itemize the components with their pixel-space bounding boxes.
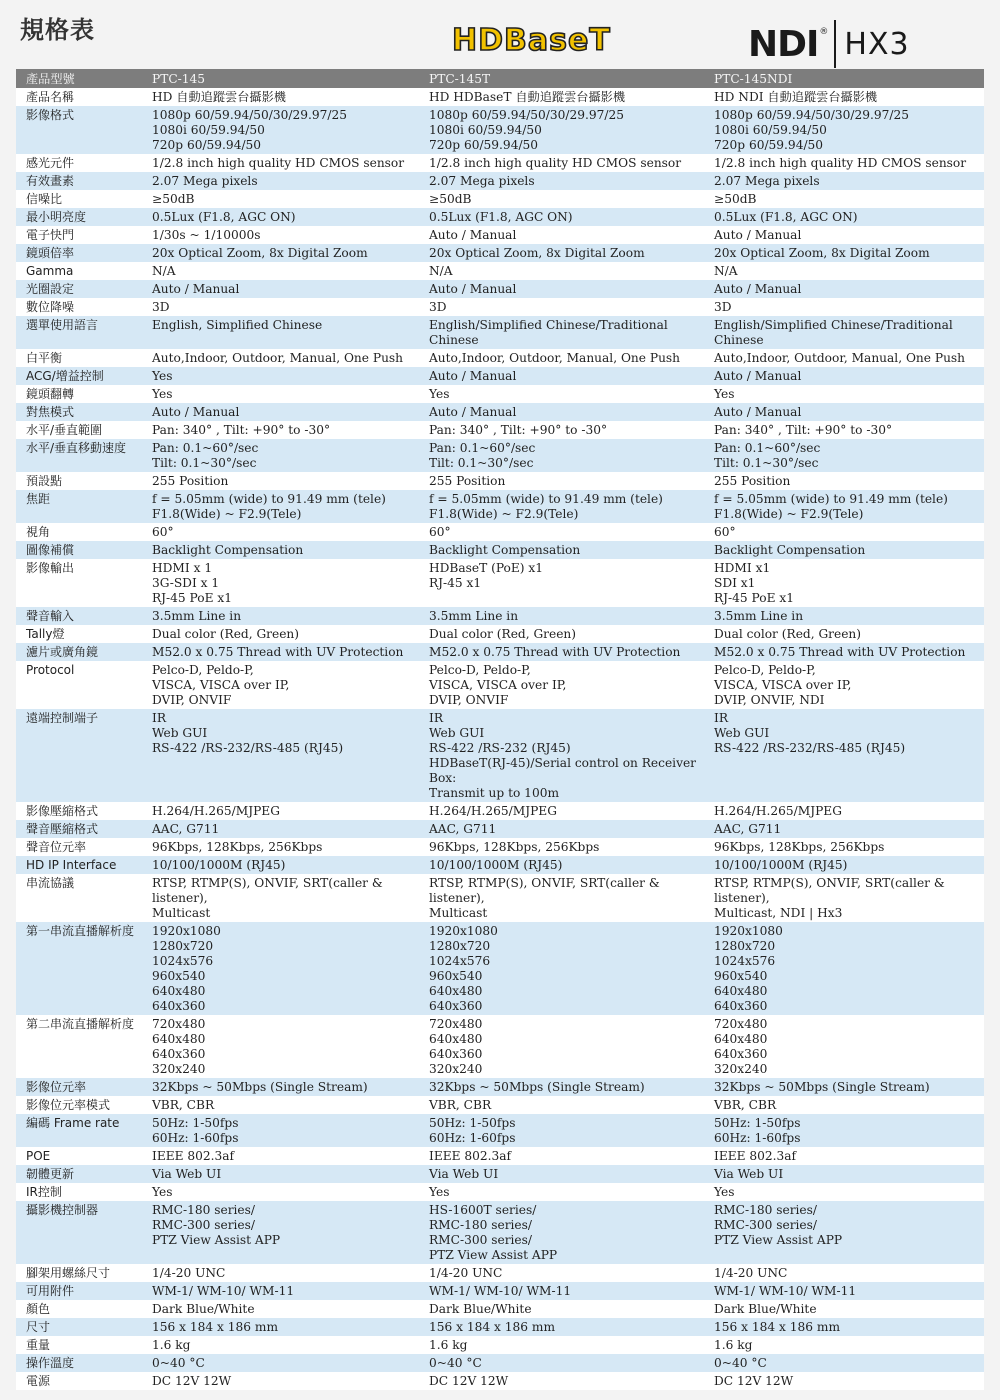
table-row <box>16 421 984 439</box>
ptc-145t-value: Pan: 0.1~60°/sec Tilt: 0.1~30°/sec <box>419 439 704 472</box>
spec-label: 第二串流直播解析度 <box>16 1015 142 1078</box>
ptc-145ndi-value: 1.6 kg <box>704 1336 984 1354</box>
ptc-145ndi-value: 255 Position <box>704 472 984 490</box>
spec-label: 產品名稱 <box>16 88 142 106</box>
ptc-145ndi-value: 20x Optical Zoom, 8x Digital Zoom <box>704 244 984 262</box>
spec-label: 聲音壓縮格式 <box>16 820 142 838</box>
ptc-145-value: Auto,Indoor, Outdoor, Manual, One Push <box>142 349 419 367</box>
ndi-logo-text: NDI <box>748 23 819 65</box>
ptc-145-value: 10/100/1000M (RJ45) <box>142 856 419 874</box>
spec-label: 光圈設定 <box>16 280 142 298</box>
ptc-145ndi-value: IR Web GUI RS-422 /RS-232/RS-485 (RJ45) <box>704 709 984 802</box>
table-row <box>16 709 984 802</box>
ptc-145ndi-value: Auto / Manual <box>704 280 984 298</box>
spec-label: 圖像補償 <box>16 541 142 559</box>
spec-label: 信噪比 <box>16 190 142 208</box>
table-row <box>16 1354 984 1372</box>
spec-label: 聲音輸入 <box>16 607 142 625</box>
table-row <box>16 1372 984 1390</box>
ptc-145t-value: Auto / Manual <box>419 403 704 421</box>
ptc-145-value: 720x480 640x480 640x360 320x240 <box>142 1015 419 1078</box>
hdbaset-logo-text: HDBaseT <box>452 23 611 58</box>
ptc-145ndi-value: 32Kbps ~ 50Mbps (Single Stream) <box>704 1078 984 1096</box>
ptc-145-value: 0~40 °C <box>142 1354 419 1372</box>
spec-label: 影像位元率模式 <box>16 1096 142 1114</box>
ptc-145-value: 50Hz: 1-50fps 60Hz: 1-60fps <box>142 1114 419 1147</box>
ptc-145t-value: Dual color (Red, Green) <box>419 625 704 643</box>
ptc-145t-value: 1080p 60/59.94/50/30/29.97/25 1080i 60/59.94/50 720p 60/59.94/50 <box>419 106 704 154</box>
spec-label: 選單使用語言 <box>16 316 142 349</box>
ptc-145ndi-value: Via Web UI <box>704 1165 984 1183</box>
hdbaset-logo <box>452 24 628 58</box>
ptc-145ndi-value: Pan: 0.1~60°/sec Tilt: 0.1~30°/sec <box>704 439 984 472</box>
ptc-145-value: Dark Blue/White <box>142 1300 419 1318</box>
ptc-145t-value: 1/4-20 UNC <box>419 1264 704 1282</box>
ptc-145t-value: HDBaseT (PoE) x1 RJ-45 x1 <box>419 559 704 607</box>
ptc-145t-value: AAC, G711 <box>419 820 704 838</box>
ptc-145t-value: Yes <box>419 1183 704 1201</box>
ptc-145t-value: HD HDBaseT 自動追蹤雲台攝影機 <box>419 88 704 106</box>
ptc-145-value: 2.07 Mega pixels <box>142 172 419 190</box>
spec-label: 重量 <box>16 1336 142 1354</box>
ptc-145t-value: 32Kbps ~ 50Mbps (Single Stream) <box>419 1078 704 1096</box>
ptc-145-value: ≥50dB <box>142 190 419 208</box>
ptc-145-value: AAC, G711 <box>142 820 419 838</box>
spec-label: Gamma <box>16 262 142 280</box>
ptc-145ndi-value: IEEE 802.3af <box>704 1147 984 1165</box>
table-row <box>16 1114 984 1147</box>
hx3-logo-text: HX3 <box>844 26 910 62</box>
ptc-145t-value: 720x480 640x480 640x360 320x240 <box>419 1015 704 1078</box>
ndi-hx3-logo <box>748 18 910 70</box>
spec-label: 影像格式 <box>16 106 142 154</box>
ptc-145ndi-value: RTSP, RTMP(S), ONVIF, SRT(caller & listener), Multicast, NDI | Hx3 <box>704 874 984 922</box>
table-row <box>16 349 984 367</box>
ptc-145-value: Pan: 0.1~60°/sec Tilt: 0.1~30°/sec <box>142 439 419 472</box>
ptc-145ndi-value: Dual color (Red, Green) <box>704 625 984 643</box>
table-row <box>16 106 984 154</box>
spec-label: 聲音位元率 <box>16 838 142 856</box>
ptc-145t-value: 1/2.8 inch high quality HD CMOS sensor <box>419 154 704 172</box>
ptc-145t-value: Auto,Indoor, Outdoor, Manual, One Push <box>419 349 704 367</box>
spec-table <box>16 69 984 1390</box>
ptc-145-value: 1/30s ~ 1/10000s <box>142 226 419 244</box>
ptc-145-value: 60° <box>142 523 419 541</box>
ptc-145-value: 1920x1080 1280x720 1024x576 960x540 640x480 640x360 <box>142 922 419 1015</box>
table-row <box>16 244 984 262</box>
header-ptc-145t: PTC-145T <box>419 69 704 88</box>
table-row <box>16 922 984 1015</box>
table-row <box>16 1318 984 1336</box>
ptc-145ndi-value: HDMI x1 SDI x1 RJ-45 PoE x1 <box>704 559 984 607</box>
table-row <box>16 625 984 643</box>
ptc-145t-value: VBR, CBR <box>419 1096 704 1114</box>
ptc-145ndi-value: 0~40 °C <box>704 1354 984 1372</box>
ptc-145t-value: Pan: 340° , Tilt: +90° to -30° <box>419 421 704 439</box>
ptc-145t-value: IEEE 802.3af <box>419 1147 704 1165</box>
ptc-145-value: Pan: 340° , Tilt: +90° to -30° <box>142 421 419 439</box>
table-row <box>16 88 984 106</box>
ptc-145-value: Dual color (Red, Green) <box>142 625 419 643</box>
ptc-145t-value: Via Web UI <box>419 1165 704 1183</box>
ptc-145t-value: DC 12V 12W <box>419 1372 704 1390</box>
logo-divider <box>834 20 836 68</box>
ptc-145-value: Yes <box>142 1183 419 1201</box>
table-row <box>16 820 984 838</box>
ptc-145-value: 3D <box>142 298 419 316</box>
spec-label: 視角 <box>16 523 142 541</box>
ptc-145t-value: Auto / Manual <box>419 226 704 244</box>
ptc-145ndi-value: 1920x1080 1280x720 1024x576 960x540 640x480 640x360 <box>704 922 984 1015</box>
spec-label: POE <box>16 1147 142 1165</box>
ptc-145t-value: M52.0 x 0.75 Thread with UV Protection <box>419 643 704 661</box>
ptc-145t-value: 2.07 Mega pixels <box>419 172 704 190</box>
table-row <box>16 856 984 874</box>
table-row <box>16 1336 984 1354</box>
spec-label: 濾片或廣角鏡 <box>16 643 142 661</box>
ptc-145ndi-value: DC 12V 12W <box>704 1372 984 1390</box>
table-row <box>16 154 984 172</box>
table-row <box>16 1147 984 1165</box>
table-row <box>16 874 984 922</box>
ptc-145ndi-value: 3D <box>704 298 984 316</box>
ptc-145-value: 1.6 kg <box>142 1336 419 1354</box>
spec-label: Tally燈 <box>16 625 142 643</box>
ptc-145ndi-value: RMC-180 series/ RMC-300 series/ PTZ View Assist APP <box>704 1201 984 1264</box>
header-model-label: 產品型號 <box>16 69 142 88</box>
ptc-145ndi-value: 720x480 640x480 640x360 320x240 <box>704 1015 984 1078</box>
ptc-145t-value: 20x Optical Zoom, 8x Digital Zoom <box>419 244 704 262</box>
ptc-145ndi-value: Auto / Manual <box>704 403 984 421</box>
ptc-145-value: 20x Optical Zoom, 8x Digital Zoom <box>142 244 419 262</box>
table-row <box>16 280 984 298</box>
ptc-145t-value: WM-1/ WM-10/ WM-11 <box>419 1282 704 1300</box>
spec-label: IR控制 <box>16 1183 142 1201</box>
spec-label: 對焦模式 <box>16 403 142 421</box>
ptc-145ndi-value: 1/2.8 inch high quality HD CMOS sensor <box>704 154 984 172</box>
ptc-145-value: f = 5.05mm (wide) to 91.49 mm (tele) F1.8(Wide) ~ F2.9(Tele) <box>142 490 419 523</box>
ptc-145t-value: Auto / Manual <box>419 367 704 385</box>
table-row <box>16 541 984 559</box>
ptc-145ndi-value: VBR, CBR <box>704 1096 984 1114</box>
table-row <box>16 661 984 709</box>
ptc-145t-value: Yes <box>419 385 704 403</box>
ptc-145t-value: f = 5.05mm (wide) to 91.49 mm (tele) F1.8(Wide) ~ F2.9(Tele) <box>419 490 704 523</box>
spec-label: 感光元件 <box>16 154 142 172</box>
header-ptc-145: PTC-145 <box>142 69 419 88</box>
ptc-145ndi-value: Dark Blue/White <box>704 1300 984 1318</box>
spec-label: 影像輸出 <box>16 559 142 607</box>
ptc-145-value: Auto / Manual <box>142 280 419 298</box>
ptc-145ndi-value: Auto / Manual <box>704 226 984 244</box>
table-row <box>16 1015 984 1078</box>
ptc-145-value: 1/4-20 UNC <box>142 1264 419 1282</box>
ptc-145-value: WM-1/ WM-10/ WM-11 <box>142 1282 419 1300</box>
ptc-145t-value: N/A <box>419 262 704 280</box>
spec-label: Protocol <box>16 661 142 709</box>
spec-label: 水平/垂直移動速度 <box>16 439 142 472</box>
ptc-145t-value: IR Web GUI RS-422 /RS-232 (RJ45) HDBaseT(RJ-45)/Serial control on Receiver Box: Transmit up to 100m <box>419 709 704 802</box>
ptc-145ndi-value: 3.5mm Line in <box>704 607 984 625</box>
ptc-145ndi-value: 156 x 184 x 186 mm <box>704 1318 984 1336</box>
ptc-145t-value: 96Kbps, 128Kbps, 256Kbps <box>419 838 704 856</box>
ptc-145-value: Yes <box>142 367 419 385</box>
ptc-145ndi-value: N/A <box>704 262 984 280</box>
header-ptc-145ndi: PTC-145NDI <box>704 69 984 88</box>
table-row <box>16 1201 984 1264</box>
ptc-145-value: Yes <box>142 385 419 403</box>
table-row <box>16 298 984 316</box>
table-row <box>16 523 984 541</box>
ptc-145-value: 32Kbps ~ 50Mbps (Single Stream) <box>142 1078 419 1096</box>
ptc-145ndi-value: HD NDI 自動追蹤雲台攝影機 <box>704 88 984 106</box>
ptc-145ndi-value: ≥50dB <box>704 190 984 208</box>
table-row <box>16 1300 984 1318</box>
ptc-145ndi-value: 50Hz: 1-50fps 60Hz: 1-60fps <box>704 1114 984 1147</box>
ptc-145t-value: H.264/H.265/MJPEG <box>419 802 704 820</box>
ptc-145ndi-value: M52.0 x 0.75 Thread with UV Protection <box>704 643 984 661</box>
ptc-145t-value: 1920x1080 1280x720 1024x576 960x540 640x480 640x360 <box>419 922 704 1015</box>
table-row <box>16 643 984 661</box>
ptc-145ndi-value: H.264/H.265/MJPEG <box>704 802 984 820</box>
ptc-145ndi-value: 1/4-20 UNC <box>704 1264 984 1282</box>
ptc-145ndi-value: Pelco-D, Peldo-P, VISCA, VISCA over IP, DVIP, ONVIF, NDI <box>704 661 984 709</box>
table-row <box>16 172 984 190</box>
ptc-145t-value: Backlight Compensation <box>419 541 704 559</box>
ptc-145-value: IEEE 802.3af <box>142 1147 419 1165</box>
table-row <box>16 316 984 349</box>
ptc-145ndi-value: 60° <box>704 523 984 541</box>
table-row <box>16 190 984 208</box>
spec-label: 影像壓縮格式 <box>16 802 142 820</box>
ptc-145-value: Pelco-D, Peldo-P, VISCA, VISCA over IP, DVIP, ONVIF <box>142 661 419 709</box>
table-row <box>16 838 984 856</box>
table-row <box>16 490 984 523</box>
spec-label: 串流協議 <box>16 874 142 922</box>
ptc-145t-value: Pelco-D, Peldo-P, VISCA, VISCA over IP, DVIP, ONVIF <box>419 661 704 709</box>
ptc-145-value: IR Web GUI RS-422 /RS-232/RS-485 (RJ45) <box>142 709 419 802</box>
ptc-145t-value: Auto / Manual <box>419 280 704 298</box>
ptc-145ndi-value: Auto / Manual <box>704 367 984 385</box>
ptc-145ndi-value: English/Simplified Chinese/Traditional Chinese <box>704 316 984 349</box>
ptc-145t-value: 10/100/1000M (RJ45) <box>419 856 704 874</box>
ptc-145-value: 3.5mm Line in <box>142 607 419 625</box>
spec-label: HD IP Interface <box>16 856 142 874</box>
spec-label: 第一串流直播解析度 <box>16 922 142 1015</box>
ptc-145t-value: English/Simplified Chinese/Traditional Chinese <box>419 316 704 349</box>
ptc-145-value: H.264/H.265/MJPEG <box>142 802 419 820</box>
ptc-145-value: N/A <box>142 262 419 280</box>
spec-label: 腳架用螺絲尺寸 <box>16 1264 142 1282</box>
table-row <box>16 472 984 490</box>
page-title: 規格表 <box>20 16 95 44</box>
spec-label: 可用附件 <box>16 1282 142 1300</box>
table-row <box>16 1165 984 1183</box>
spec-label: 尺寸 <box>16 1318 142 1336</box>
ptc-145-value: VBR, CBR <box>142 1096 419 1114</box>
spec-label: 最小明亮度 <box>16 208 142 226</box>
spec-label: 攝影機控制器 <box>16 1201 142 1264</box>
spec-label: 鏡頭翻轉 <box>16 385 142 403</box>
spec-label: 焦距 <box>16 490 142 523</box>
ptc-145ndi-value: WM-1/ WM-10/ WM-11 <box>704 1282 984 1300</box>
ptc-145-value: RTSP, RTMP(S), ONVIF, SRT(caller & listener), Multicast <box>142 874 419 922</box>
ptc-145ndi-value: Auto,Indoor, Outdoor, Manual, One Push <box>704 349 984 367</box>
registered-mark: ® <box>819 27 829 37</box>
spec-label: 有效畫素 <box>16 172 142 190</box>
table-row <box>16 385 984 403</box>
table-row <box>16 367 984 385</box>
ptc-145-value: Auto / Manual <box>142 403 419 421</box>
ptc-145-value: M52.0 x 0.75 Thread with UV Protection <box>142 643 419 661</box>
spec-label: 電子快門 <box>16 226 142 244</box>
spec-label: 韌體更新 <box>16 1165 142 1183</box>
table-row <box>16 262 984 280</box>
ptc-145ndi-value: Backlight Compensation <box>704 541 984 559</box>
ptc-145ndi-value: AAC, G711 <box>704 820 984 838</box>
ptc-145-value: 156 x 184 x 186 mm <box>142 1318 419 1336</box>
ptc-145ndi-value: 2.07 Mega pixels <box>704 172 984 190</box>
spec-label: ACG/增益控制 <box>16 367 142 385</box>
spec-label: 預設點 <box>16 472 142 490</box>
spec-label: 數位降噪 <box>16 298 142 316</box>
ptc-145-value: Via Web UI <box>142 1165 419 1183</box>
ptc-145ndi-value: Pan: 340° , Tilt: +90° to -30° <box>704 421 984 439</box>
table-row <box>16 559 984 607</box>
spec-label: 影像位元率 <box>16 1078 142 1096</box>
table-row <box>16 439 984 472</box>
spec-label: 顏色 <box>16 1300 142 1318</box>
ptc-145-value: 255 Position <box>142 472 419 490</box>
ptc-145t-value: 1.6 kg <box>419 1336 704 1354</box>
ptc-145t-value: 255 Position <box>419 472 704 490</box>
ptc-145ndi-value: 96Kbps, 128Kbps, 256Kbps <box>704 838 984 856</box>
table-row <box>16 226 984 244</box>
ptc-145ndi-value: 10/100/1000M (RJ45) <box>704 856 984 874</box>
ptc-145t-value: 0~40 °C <box>419 1354 704 1372</box>
ptc-145-value: 96Kbps, 128Kbps, 256Kbps <box>142 838 419 856</box>
ptc-145t-value: 0.5Lux (F1.8, AGC ON) <box>419 208 704 226</box>
ptc-145-value: HDMI x 1 3G-SDI x 1 RJ-45 PoE x1 <box>142 559 419 607</box>
ptc-145t-value: 3.5mm Line in <box>419 607 704 625</box>
table-row <box>16 1078 984 1096</box>
ptc-145t-value: 60° <box>419 523 704 541</box>
ptc-145-value: DC 12V 12W <box>142 1372 419 1390</box>
spec-label: 水平/垂直範圍 <box>16 421 142 439</box>
ptc-145-value: Backlight Compensation <box>142 541 419 559</box>
ptc-145-value: 0.5Lux (F1.8, AGC ON) <box>142 208 419 226</box>
table-row <box>16 1183 984 1201</box>
ptc-145-value: 1/2.8 inch high quality HD CMOS sensor <box>142 154 419 172</box>
ptc-145-value: HD 自動追蹤雲台攝影機 <box>142 88 419 106</box>
spec-label: 編碼 Frame rate <box>16 1114 142 1147</box>
table-row <box>16 607 984 625</box>
table-row <box>16 802 984 820</box>
ptc-145t-value: 156 x 184 x 186 mm <box>419 1318 704 1336</box>
ptc-145ndi-value: Yes <box>704 385 984 403</box>
spec-label: 白平衡 <box>16 349 142 367</box>
spec-table-body <box>16 88 984 1390</box>
ptc-145t-value: Dark Blue/White <box>419 1300 704 1318</box>
table-row <box>16 1264 984 1282</box>
ptc-145-value: English, Simplified Chinese <box>142 316 419 349</box>
table-header-row <box>16 69 984 88</box>
table-row <box>16 1096 984 1114</box>
ptc-145ndi-value: f = 5.05mm (wide) to 91.49 mm (tele) F1.8(Wide) ~ F2.9(Tele) <box>704 490 984 523</box>
ptc-145-value: RMC-180 series/ RMC-300 series/ PTZ View Assist APP <box>142 1201 419 1264</box>
table-row <box>16 403 984 421</box>
ptc-145t-value: RTSP, RTMP(S), ONVIF, SRT(caller & listener), Multicast <box>419 874 704 922</box>
spec-label: 遠端控制端子 <box>16 709 142 802</box>
ptc-145t-value: HS-1600T series/ RMC-180 series/ RMC-300 series/ PTZ View Assist APP <box>419 1201 704 1264</box>
ptc-145t-value: ≥50dB <box>419 190 704 208</box>
table-row <box>16 1282 984 1300</box>
spec-label: 電源 <box>16 1372 142 1390</box>
ptc-145ndi-value: 1080p 60/59.94/50/30/29.97/25 1080i 60/59.94/50 720p 60/59.94/50 <box>704 106 984 154</box>
ptc-145ndi-value: Yes <box>704 1183 984 1201</box>
spec-label: 操作溫度 <box>16 1354 142 1372</box>
table-row <box>16 208 984 226</box>
spec-label: 鏡頭倍率 <box>16 244 142 262</box>
ptc-145t-value: 3D <box>419 298 704 316</box>
ptc-145t-value: 50Hz: 1-50fps 60Hz: 1-60fps <box>419 1114 704 1147</box>
ptc-145ndi-value: 0.5Lux (F1.8, AGC ON) <box>704 208 984 226</box>
ptc-145-value: 1080p 60/59.94/50/30/29.97/25 1080i 60/59.94/50 720p 60/59.94/50 <box>142 106 419 154</box>
